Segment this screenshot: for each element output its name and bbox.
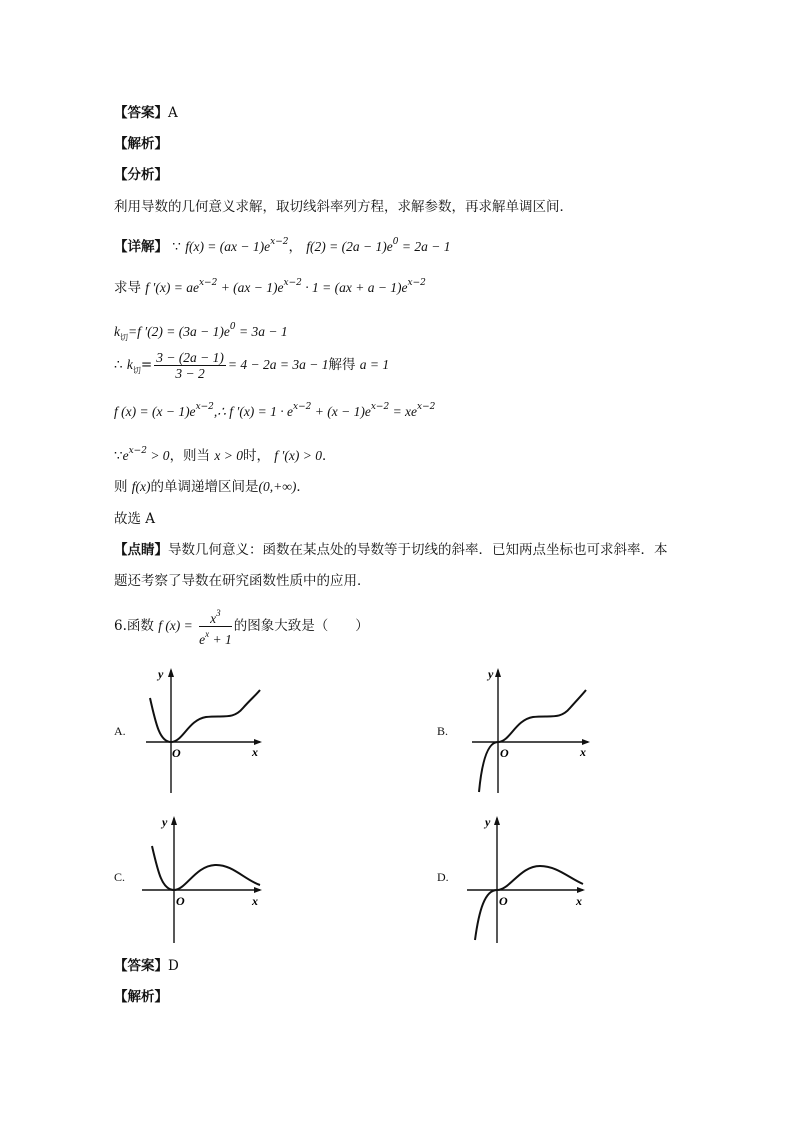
option-b-label[interactable]: B. bbox=[437, 724, 449, 738]
analysis-heading-2: 【解析】 bbox=[114, 989, 168, 1005]
origin-label: O bbox=[500, 746, 509, 760]
x-label: x bbox=[252, 894, 258, 908]
therefore-line: ∴ $k_切=$ $\frac{3 - (2a - 1)}{3 - 2}$ = 4 − 2a = 3a − 1解得 a = 1 bbox=[114, 350, 390, 381]
question-6: 6.函数 f (x) = $\frac{x^3}{e^x + 1}$ 的图象大致是（ ） bbox=[114, 608, 369, 647]
dianjing-line-1: 【点睛】导数几何意义：函数在某点处的导数等于切线的斜率．已知两点坐标也可求斜率．本 bbox=[114, 542, 668, 558]
y-label: y bbox=[488, 667, 494, 681]
answer-tag: 【答案】 bbox=[114, 105, 168, 121]
answer-line-2 bbox=[114, 957, 179, 975]
y-axis-arrow-icon bbox=[168, 668, 174, 677]
detail-line-1: 【详解】 ∵ $f(x) = (ax - 1)e^{x-2}$， $f(2) = (2a - 1)e^0 = 2a - 1$ bbox=[114, 237, 451, 255]
y-axis-arrow-icon bbox=[171, 816, 177, 825]
curve-d bbox=[475, 866, 583, 940]
curve-b bbox=[479, 690, 586, 792]
conclusion-line: 则 f(x)的单调递增区间是(0,+∞)． bbox=[114, 479, 310, 495]
slope-line: $k_切=f$ $'(2) = (3a - 1)e^0 = 3a - 1$ bbox=[114, 322, 288, 342]
option-a-graph[interactable] bbox=[138, 660, 268, 795]
answer-line bbox=[114, 104, 178, 122]
x-axis-arrow-icon bbox=[254, 887, 262, 893]
origin-label: O bbox=[176, 894, 185, 908]
curve-c bbox=[152, 846, 260, 890]
fenxi-text: 利用导数的几何意义求解，取切线斜率列方程，求解参数，再求解单调区间． bbox=[114, 199, 573, 215]
choose-line: 故选 A bbox=[114, 511, 156, 527]
slope-fraction: $\frac{3 - (2a - 1)}{3 - 2}$ bbox=[156, 350, 224, 381]
x-label: x bbox=[580, 745, 586, 759]
because-line: $\because e^{x-2} > 0$，则当 x > 0时， f ′(x) > 0． bbox=[114, 446, 336, 464]
x-label: x bbox=[576, 894, 582, 908]
origin-label: O bbox=[499, 894, 508, 908]
detail-tag: 【详解】 bbox=[114, 239, 168, 255]
option-d-graph[interactable] bbox=[465, 810, 595, 945]
dianjing-line-2: 题还考察了导数在研究函数性质中的应用． bbox=[114, 573, 371, 589]
derivative-line: 求导 f $'(x) = ae^{x-2} + (ax - 1)e^{x-2} \cdot 1 = (ax + a - 1)e^{x-2}$ bbox=[114, 278, 426, 296]
option-d-label[interactable]: D. bbox=[437, 870, 449, 884]
option-c-label[interactable]: C. bbox=[114, 870, 126, 884]
answer-value: D bbox=[168, 958, 179, 974]
y-label: y bbox=[158, 667, 164, 681]
x-axis-arrow-icon bbox=[577, 887, 585, 893]
y-axis-arrow-icon bbox=[495, 668, 501, 677]
answer-value: A bbox=[168, 105, 178, 121]
option-b-graph[interactable] bbox=[470, 660, 600, 795]
y-axis-arrow-icon bbox=[494, 816, 500, 825]
dianjing-tag: 【点睛】 bbox=[114, 542, 168, 558]
option-c-graph[interactable] bbox=[140, 810, 270, 945]
x-label: x bbox=[252, 745, 258, 759]
question-fraction: $\frac{x^3}{e^x + 1}$ bbox=[199, 608, 232, 647]
option-a-label[interactable]: A. bbox=[114, 724, 126, 738]
origin-label: O bbox=[172, 746, 181, 760]
curve-a bbox=[150, 690, 260, 742]
answer-tag: 【答案】 bbox=[114, 958, 168, 974]
y-label: y bbox=[485, 815, 491, 829]
fx-derivative-line: f $(x) = (x - 1)e^{x-2},\therefore$ f $'(x) = 1 \cdot e^{x-2} + (x - 1)e^{x-2} = xe^{x-2}$ bbox=[114, 402, 436, 419]
y-label: y bbox=[162, 815, 168, 829]
fenxi-heading: 【分析】 bbox=[114, 167, 168, 183]
analysis-heading: 【解析】 bbox=[114, 136, 168, 152]
